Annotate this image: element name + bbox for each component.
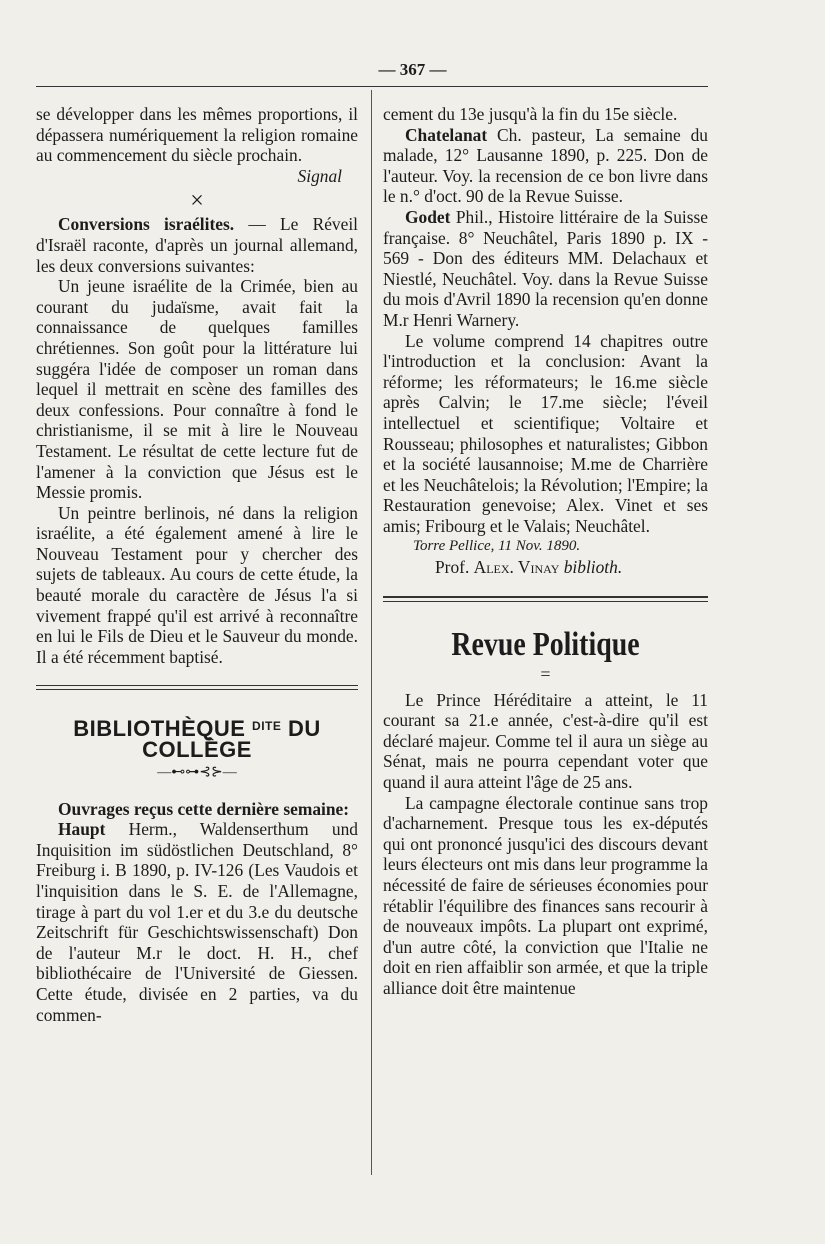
conversions-intro — [36, 214, 358, 276]
chatelanat-text: Ch. pasteur, La semaine du malade, 12° Lausanne 1890, p. 225. Don de l'auteur. Voy. la recension de ce bon livre dans le n.° d'oct. 90 de la Revue Suisse. — [383, 124, 708, 207]
signature-role: biblioth. — [559, 557, 623, 578]
conversions-paragraph-1: Un jeune israélite de la Crimée, bien au courant du judaïsme, avait fait la connaissance de quelques familles chrétiennes. Son goût pour la littérature lui suggéra l'idée de composer un roman dans lequel il mettrait en scène des familles des deux confessions. Pour connaître à fond le christianisme, il se mit à lire le Nouveau Testament. Le résultat de cette lecture fut de l'amener à la conviction que Jésus est le Messie promis. — [36, 276, 358, 503]
godet-entry — [383, 207, 708, 331]
volume-paragraph: Le volume comprend 14 chapitres outre l'introduction et la conclusion: Avant la réforme; les réformateurs; le 16.me siècle après Calvin; le 17.me siècle; l'éveil intellectuel et scientifique; Voltaire et Rousseau; philosophes et naturalistes; Gibbon et la société lausannoise; M.me de Charrière et les Neuchâtelois; la Révolution; l'Empire; la Restauration genevoise; Alex. Vinet et ses amis; Fribourg et le Valais; Neuchâtel. — [383, 330, 708, 536]
title-ornament: —⊷⊶⊰⊱— — [157, 764, 237, 780]
bibliotheque-title-dite: DITE — [252, 719, 282, 734]
header-rule — [36, 86, 708, 87]
section-rule — [36, 685, 358, 690]
haupt-entry — [36, 819, 358, 1025]
signature-prefix: Prof. — [435, 557, 474, 578]
conversions-paragraph-2: Un peintre berlinois, né dans la religion israélite, a été également amené à lire le Nouveau Testament pour y chercher des sujets de tableaux. Au cours de cette étude, la beauté morale du caractère de Jésus l'a si vivement frappé qu'il est arrivé à reconnaître en lui le Fils de Dieu et le Sauveur du monde. Il a été récemment baptisé. — [36, 502, 358, 667]
revue-politique-title: Revue Politique — [451, 625, 640, 663]
signature-name: Alex. Vinay — [473, 557, 560, 578]
section-rule — [383, 596, 708, 602]
title-mark: = — [540, 663, 551, 684]
left-column — [36, 104, 358, 1025]
right-column — [383, 104, 708, 999]
column-divider — [371, 90, 372, 1175]
page-number: — 367 — — [378, 60, 447, 79]
section-separator-cross: × — [190, 188, 204, 215]
signal-signature: Signal — [297, 165, 342, 186]
ouvrages-heading: Ouvrages reçus cette dernière semaine: — [58, 798, 350, 819]
haupt-text: Herm., Waldenserthum und Inquisition im südöstlichen Deutschland, 8° Freiburg i. B 1890, p. IV-126 (Les Vaudois et l'inquisition dans le S. E. de l'Allemagne, tirage à part du vol 1.er et du 3.e du deutsche Zeitschrift für Geschichtswissenschaft) Don de l'auteur M.r le doct. H. H., chef bibliothécaire de l'Université de Giessen. Cette étude, divisée en 2 parties, va du commen- — [36, 819, 358, 1025]
signal-excerpt: se développer dans les mêmes proportions, il dépassera numériquement la religion romaine au commencement du siècle prochain. — [36, 104, 358, 166]
haupt-name: Haupt — [58, 819, 106, 840]
signature-line — [383, 557, 708, 578]
chatelanat-entry — [383, 125, 708, 207]
conversions-heading: Conversions israélites. — [58, 214, 235, 235]
conversions-intro-text: — Le Réveil d'Israël raconte, d'après un journal allemand, les deux conversions suivantes: — [36, 214, 358, 276]
dateline: Torre Pellice, 11 Nov. 1890. — [413, 538, 581, 555]
bibliotheque-title-part1: BIBLIOTHÈQUE — [73, 716, 253, 742]
haupt-continuation: cement du 13e jusqu'à la fin du 15e siècle. — [383, 104, 678, 124]
chatelanat-name: Chatelanat — [405, 124, 488, 145]
revue-paragraph-2: La campagne électorale continue sans trop d'acharnement. Presque tous les ex-députés qui ont prononcé jusqu'ici des discours devant leurs électeurs ont mis dans leur programme la nécessité de faire de sérieuses économies pour rétablir l'équilibre des finances sans recourir à de nouveaux impôts. La plupart ont exprimé, d'un autre côté, la conviction que l'Italie ne doit en rien affaiblir son armée, et que la triple alliance doit être maintenue — [383, 792, 709, 998]
bibliotheque-title-part2: DU COLLÈGE — [142, 716, 321, 763]
bibliotheque-title — [36, 716, 358, 763]
revue-paragraph-1: Le Prince Héréditaire a atteint, le 11 courant sa 21.e année, c'est-à-dire qu'il est déclaré majeur. Comme tel il aura un siège au Sénat, mais ne pourra cependant voter que quand il aura atteint l'âge de 25 ans. — [383, 689, 708, 793]
godet-text: Phil., Histoire littéraire de la Suisse française. 8° Neuchâtel, Paris 1890 p. IX - 569 - Don des éditeurs MM. Delachaux et Niestlé, Neuchâtel. Voy. dans la Revue Suisse du mois d'Avril 1890 la recension qu'en donne M.r Henri Warnery. — [383, 206, 708, 330]
godet-name: Godet — [405, 206, 451, 227]
